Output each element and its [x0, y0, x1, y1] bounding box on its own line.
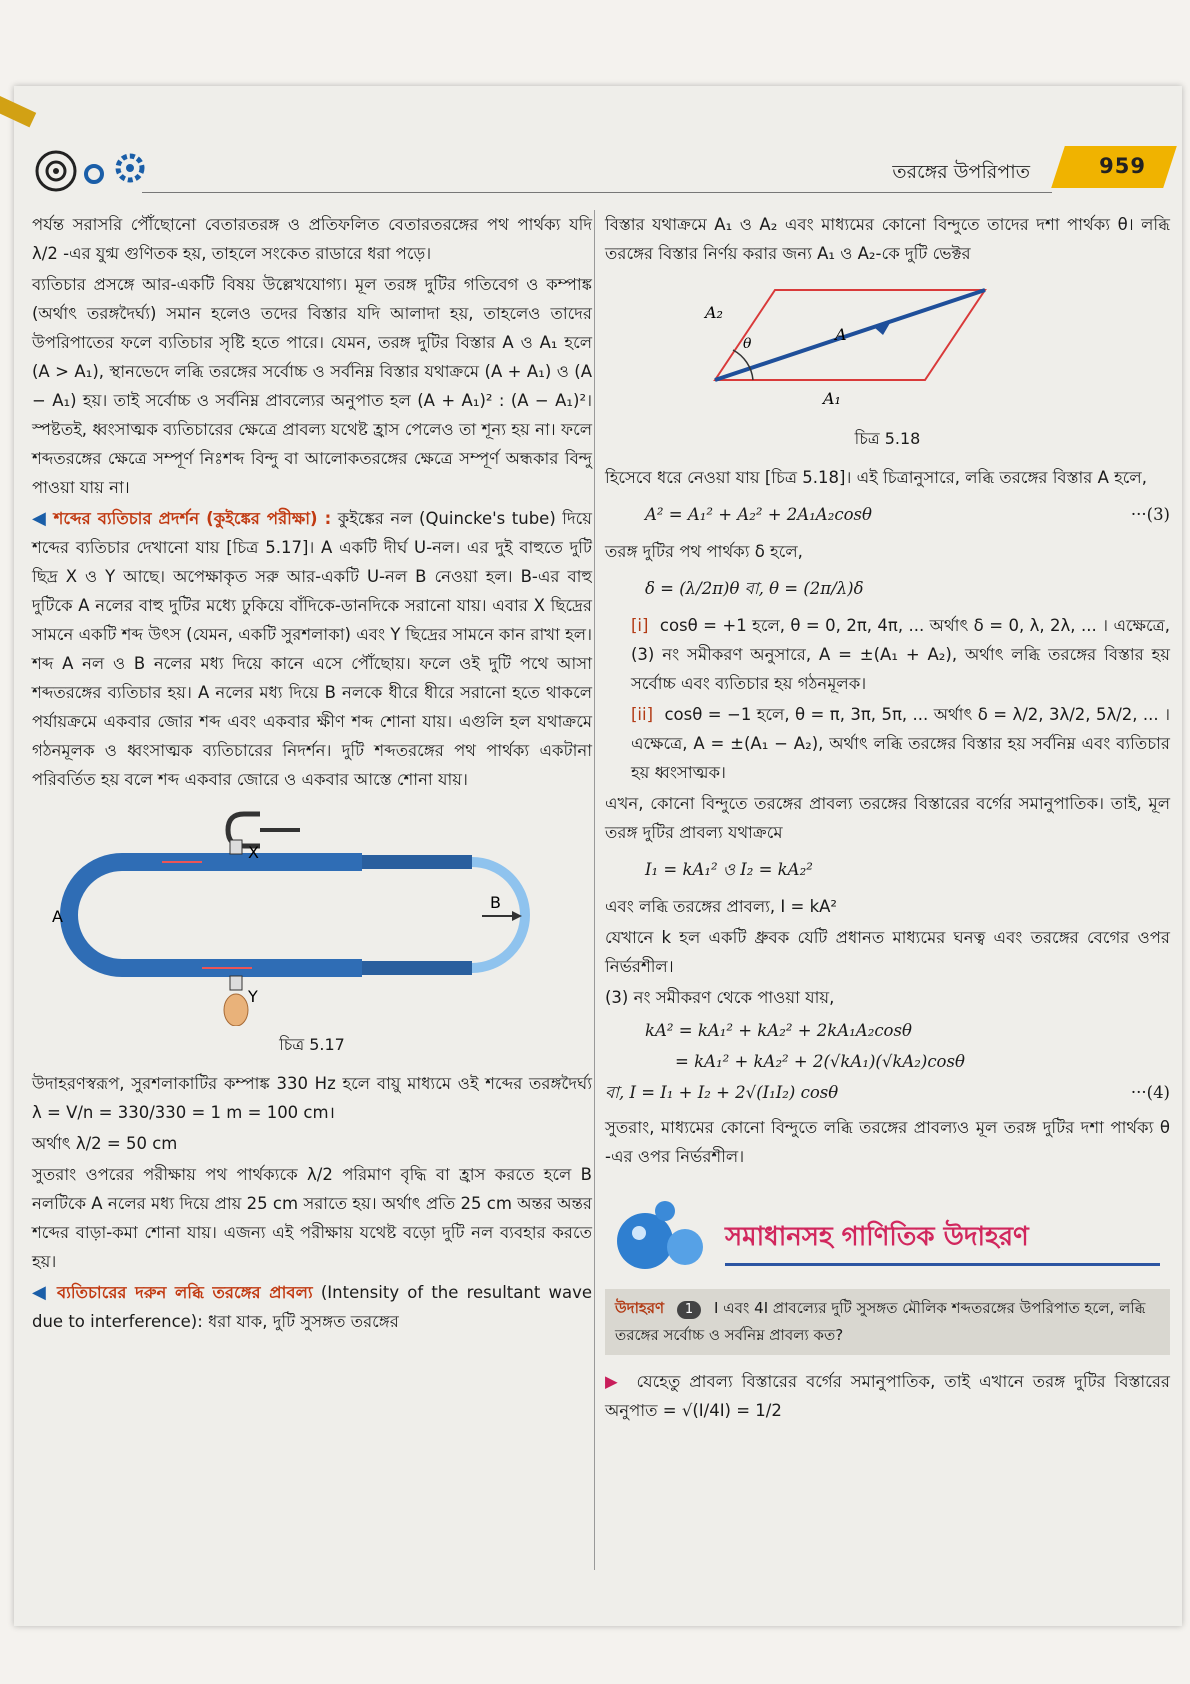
- equation-line: = kA₁² + kA₂² + 2(√kA₁)(√kA₂)cosθ: [675, 1052, 965, 1071]
- list-item-text: cosθ = −1 হলে, θ = π, 3π, 5π, ... অর্থাৎ δ = λ/2, 3λ/2, 5λ/2, ... । এক্ষেত্রে, A = ±(A₁ − A₂), অর্থাৎ লব্ধি তরঙ্গের বিস্তার হয় সর্বনিম্ন এবং ব্যতিচার হয় ধ্বংসাত্মক।: [631, 705, 1170, 782]
- vector-parallelogram-figure: [605, 270, 1165, 420]
- section-arrow-icon: ◀: [32, 508, 48, 529]
- paragraph: তরঙ্গ দুটির পথ পার্থক্য δ হলে,: [605, 542, 803, 561]
- example-question: [605, 1289, 1170, 1355]
- right-column: [605, 210, 1170, 1427]
- list-item-text: cosθ = +1 হলে, θ = 0, 2π, 4π, ... অর্থাৎ δ = 0, λ, 2λ, ... । এক্ষেত্রে, (3) নং সমীকরণ অনুসারে, A = ±(A₁ + A₂), অর্থাৎ লব্ধি তরঙ্গের বিস্তার হয় সর্বোচ্চ এবং ব্যতিচার হয় গঠনমূলক।: [631, 616, 1170, 693]
- paragraph: (3) নং সমীকরণ থেকে পাওয়া যায়,: [605, 988, 835, 1007]
- equation-4: [605, 1078, 1170, 1107]
- example-number: 1: [677, 1301, 701, 1319]
- figure-caption: চিত্র 5.18: [854, 429, 921, 448]
- paragraph-text: কুইঙ্কের নল (Quincke's tube) দিয়ে শব্দের ব্যতিচার দেখানো যায় [চিত্র 5.17]। A একটি দীর্ঘ U-নল। এর দুই বাহুতে দুটি ছিদ্র X ও Y আছে। অপেক্ষাকৃত সরু আর-একটি U-নল B নেওয়া হল। B-এর বাহু দুটিকে A নলের বাহু দুটির মধ্যে ঢুকিয়ে বাঁদিকে-ডানদিকে সরানো যায়। এবার X ছিদ্রের সামনে একটি শব্দ উৎস (যেমন, একটি সুরশলাকা) এবং Y ছিদ্রের সামনে কান রাখা হল। শব্দ A নল ও B নলের মধ্য দিয়ে কানে এসে পৌঁছোয়। ফলে ওই দুটি পথে আসা শব্দতরঙ্গের ব্যতিচার হয়। A নলের মধ্য দিয়ে B নলকে ধীরে ধীরে সরানো হতে থাকলে পর্যায়ক্রমে একবার জোর শব্দ এবং একবার ক্ষীণ শব্দ শোনা যায়। এগুলি হল যথাক্রমে গঠনমূলক ও ধ্বংসাত্মক ব্যতিচারের নিদর্শন। দুটি শব্দতরঙ্গের পথ পার্থক্য একটানা পরিবর্তিত হয় বলে শব্দ একবার জোরে ও একবার আস্তে শোনা যায়।: [32, 509, 593, 789]
- paragraph: সুতরাং ওপরের পরীক্ষায় পথ পার্থক্যকে λ/2 পরিমাণ বৃদ্ধি বা হ্রাস করতে হলে B নলটিকে A নলের মধ্য দিয়ে প্রায় 25 cm সরাতে হয়। অর্থাৎ প্রতি 25 cm অন্তর অন্তর শব্দের বাড়া-কমা শোনা যায়। এজন্য এই পরীক্ষায় যথেষ্ট বড়ো দুটি নল ব্যবহার করতে হয়।: [32, 1165, 592, 1271]
- paragraph: [32, 1278, 592, 1336]
- fig-label-x: X: [248, 843, 259, 862]
- fig-label-a2: A₂: [705, 303, 723, 322]
- solved-examples-banner: [605, 1197, 1170, 1275]
- fig-label-y: Y: [248, 987, 258, 1006]
- fig-label-a: A: [52, 907, 63, 926]
- paragraph-text: (Intensity of the resultant wave due to interference): ধরা যাক, দুটি সুসঙ্গত তরঙ্গের: [32, 1283, 592, 1331]
- section-heading: শব্দের ব্যতিচার প্রদর্শন (কুইঙ্কের পরীক্ষা) :: [53, 509, 332, 528]
- paragraph: উদাহরণস্বরূপ, সুরশলাকাটির কম্পাঙ্ক 330 Hz হলে বায়ু মাধ্যমে ওই শব্দের তরঙ্গদৈর্ঘ্য λ = V/n = 330/330 = 1 m = 100 cm।: [32, 1074, 592, 1122]
- paragraph: [32, 504, 592, 794]
- paragraph: অর্থাৎ λ/2 = 50 cm: [32, 1134, 178, 1153]
- paragraph: ব্যতিচার প্রসঙ্গে আর-একটি বিষয় উল্লেখযোগ্য। মূল তরঙ্গ দুটির গতিবেগ ও কম্পাঙ্ক (অর্থাৎ তরঙ্গদৈর্ঘ্য) সমান হলেও তদের বিস্তার যদি আলাদা হয়, তাহলেও তাদের উপরিপাতের ফলে ব্যতিচার সৃষ্টি হতে পারে। যেমন, তরঙ্গ দুটির বিস্তার A ও A₁ হলে (A > A₁), স্থানভেদে লব্ধি তরঙ্গের সর্বোচ্চ ও সর্বনিম্ন বিস্তার যথাক্রমে (A + A₁) ও (A − A₁) হয়। তাই সর্বোচ্চ ও সর্বনিম্ন প্রাবল্যের অনুপাত হল (A + A₁)² : (A − A₁)²। স্পষ্টতই, ধ্বংসাত্মক ব্যতিচারের ক্ষেত্রে প্রাবল্য যথেষ্ট হ্রাস পেলেও তা শূন্য হয় না। ফলে শব্দতরঙ্গের ক্ষেত্রে সম্পূর্ণ নিঃশব্দ বিন্দু বা আলোকতরঙ্গের ক্ষেত্রে সম্পূর্ণ অন্ধকার বিন্দু পাওয়া যায় না।: [32, 275, 592, 497]
- equation-path-difference: δ = (λ/2π)θ বা, θ = (2π/λ)δ: [645, 579, 864, 598]
- solution: [605, 1367, 1170, 1425]
- list-item-tag: [i]: [631, 616, 649, 635]
- fig-label-a: A: [835, 325, 847, 344]
- fig-label-b: B: [490, 893, 501, 912]
- column-divider: [594, 210, 595, 1570]
- left-column: [32, 210, 592, 1338]
- page-number: 959: [1099, 154, 1146, 178]
- paragraph: হিসেবে ধরে নেওয়া যায় [চিত্র 5.18]। এই চিত্রানুসারে, লব্ধি তরঙ্গের বিস্তার A হলে,: [605, 468, 1147, 487]
- equation-text: বা, I = I₁ + I₂ + 2√(I₁I₂) cosθ: [605, 1083, 839, 1102]
- equation-number: ···(3): [1130, 505, 1170, 524]
- fig-label-a1: A₁: [823, 389, 841, 408]
- paragraph: যেখানে k হল একটি ধ্রুবক যেটি প্রধানত মাধ্যমের ঘনত্ব এবং তরঙ্গের বেগের ওপর নির্ভরশীল।: [605, 928, 1170, 976]
- banner-title: সমাধানসহ গাণিতিক উদাহরণ: [725, 1222, 1029, 1252]
- equation-3: [645, 500, 1170, 529]
- figure-caption: চিত্র 5.17: [279, 1035, 345, 1054]
- banner-underline: [725, 1263, 1160, 1266]
- header-rule: [142, 192, 1052, 193]
- page-header: [22, 140, 1182, 200]
- section-heading: ব্যতিচারের দরুন লব্ধি তরঙ্গের প্রাবল্য: [56, 1283, 313, 1302]
- paragraph: বিস্তার যথাক্রমে A₁ ও A₂ এবং মাধ্যমের কোনো বিন্দুতে তাদের দশা পার্থক্য θ। লব্ধি তরঙ্গের বিস্তার নির্ণয় করার জন্য A₁ ও A₂-কে দুটি ভেক্টর: [605, 215, 1170, 263]
- quincke-tube-figure: [32, 796, 572, 1026]
- solution-arrow-icon: ▶: [605, 1372, 622, 1391]
- example-tag: উদাহরণ: [615, 1299, 665, 1317]
- equation-line: kA² = kA₁² + kA₂² + 2kA₁A₂cosθ: [645, 1021, 912, 1040]
- equation-intensities: I₁ = kA₁² ও I₂ = kA₂²: [645, 860, 813, 879]
- paragraph: এবং লব্ধি তরঙ্গের প্রাবল্য, I = kA²: [605, 897, 838, 916]
- bubbles-icon: [605, 1197, 715, 1275]
- section-arrow-icon: ◀: [32, 1282, 49, 1303]
- paragraph: পর্যন্ত সরাসরি পৌঁছোনো বেতারতরঙ্গ ও প্রতিফলিত বেতারতরঙ্গের পথ পার্থক্য যদি λ/2 -এর যুগ্ম গুণিতক হয়, তাহলে সংকেত রাডারে ধরা পড়ে।: [32, 215, 592, 263]
- paragraph: এখন, কোনো বিন্দুতে তরঙ্গের প্রাবল্য তরঙ্গের বিস্তারের বর্গের সমানুপাতিক। তাই, মূল তরঙ্গ দুটির প্রাবল্য যথাক্রমে: [605, 794, 1170, 842]
- fig-label-theta: θ: [743, 336, 752, 352]
- list-item: [631, 700, 1170, 787]
- solution-text: যেহেতু প্রাবল্য বিস্তারের বর্গের সমানুপাতিক, তাই এখানে তরঙ্গ দুটির বিস্তারের অনুপাত = √(I/4I) = 1/2: [605, 1372, 1170, 1420]
- example-text: I এবং 4I প্রাবল্যের দুটি সুসঙ্গত মৌলিক শব্দতরঙ্গের উপরিপাত হলে, লব্ধি তরঙ্গের সর্বোচ্চ ও সর্বনিম্ন প্রাবল্য কত?: [615, 1299, 1146, 1344]
- list-item: [631, 611, 1170, 698]
- chapter-title: তরঙ্গের উপরিপাত: [892, 161, 1030, 183]
- equation-text: A² = A₁² + A₂² + 2A₁A₂cosθ: [645, 505, 872, 524]
- equation-number: ···(4): [1130, 1083, 1170, 1102]
- list-item-tag: [ii]: [631, 705, 654, 724]
- paragraph: সুতরাং, মাধ্যমের কোনো বিন্দুতে লব্ধি তরঙ্গের প্রাবল্যও মূল তরঙ্গ দুটির দশা পার্থক্য θ -এর ওপর নির্ভরশীল।: [605, 1118, 1170, 1166]
- brain-gear-icon: [34, 148, 164, 194]
